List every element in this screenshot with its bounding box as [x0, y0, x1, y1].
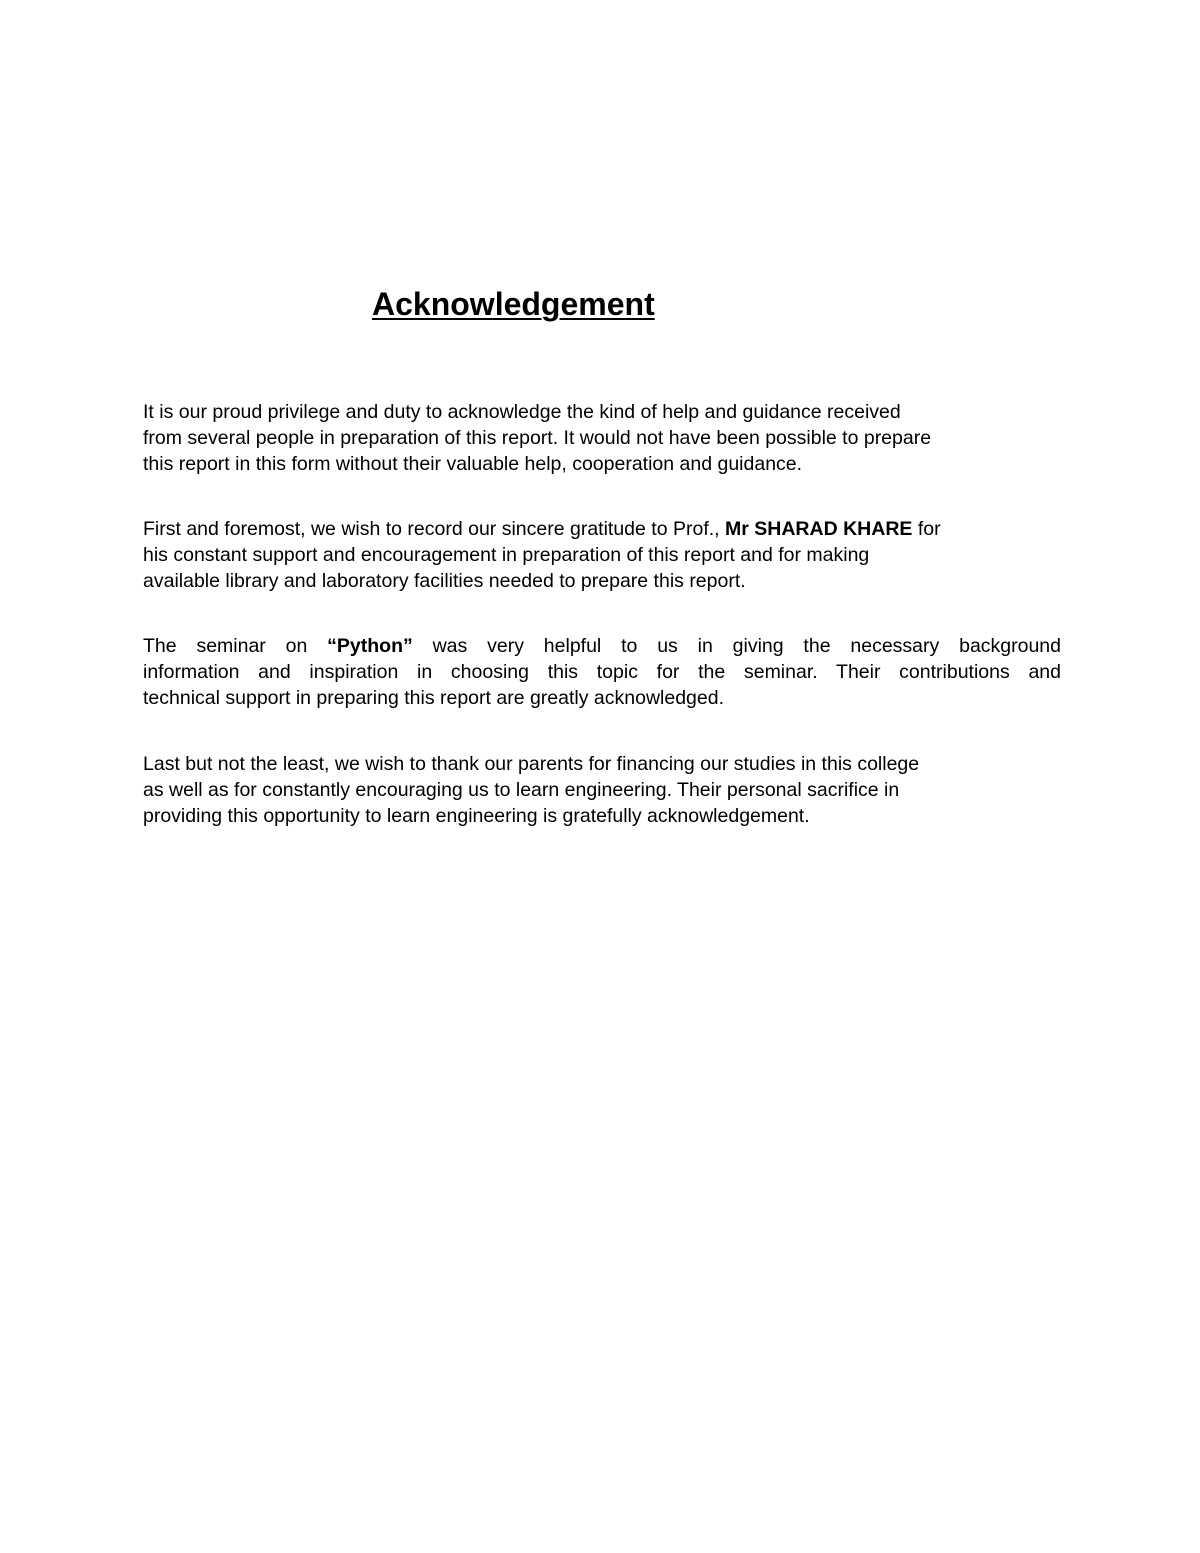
paragraph-line: this report in this form without their valuable help, cooperation and guidance. — [143, 453, 803, 475]
paragraph-line: Last but not the least, we wish to thank our parents for financing our studies in this college — [143, 753, 920, 775]
text-segment: First and foremost, we wish to record our sincere gratitude to Prof., — [143, 518, 725, 540]
paragraph-seminar — [143, 633, 1061, 711]
paragraph-privilege — [143, 399, 931, 477]
paragraph-line — [143, 516, 941, 542]
paragraph-line: technical support in preparing this report are greatly acknowledged. — [143, 687, 725, 709]
paragraph-gratitude — [143, 516, 941, 594]
paragraph-line: information and inspiration in choosing this topic for the seminar. Their contributions and — [143, 661, 1061, 683]
page-title: Acknowledgement — [372, 286, 655, 322]
seminar-topic: “Python” — [327, 635, 413, 657]
text-segment: for — [912, 518, 941, 540]
paragraph-line: It is our proud privilege and duty to acknowledge the kind of help and guidance received — [143, 401, 901, 423]
professor-name: Mr SHARAD KHARE — [725, 518, 913, 540]
paragraph-line: from several people in preparation of this report. It would not have been possible to prepare — [143, 427, 932, 449]
paragraph-line: providing this opportunity to learn engineering is gratefully acknowledgement. — [143, 805, 810, 827]
paragraph-line — [143, 633, 1061, 659]
paragraph-parents — [143, 751, 919, 829]
paragraph-line: his constant support and encouragement in preparation of this report and for making — [143, 544, 870, 566]
paragraph-line: available library and laboratory facilities needed to prepare this report. — [143, 570, 746, 592]
paragraph-line: as well as for constantly encouraging us to learn engineering. Their personal sacrifice in — [143, 779, 900, 801]
text-segment: was very helpful to us in giving the necessary background — [412, 635, 1062, 657]
text-segment: The seminar on — [143, 635, 328, 657]
